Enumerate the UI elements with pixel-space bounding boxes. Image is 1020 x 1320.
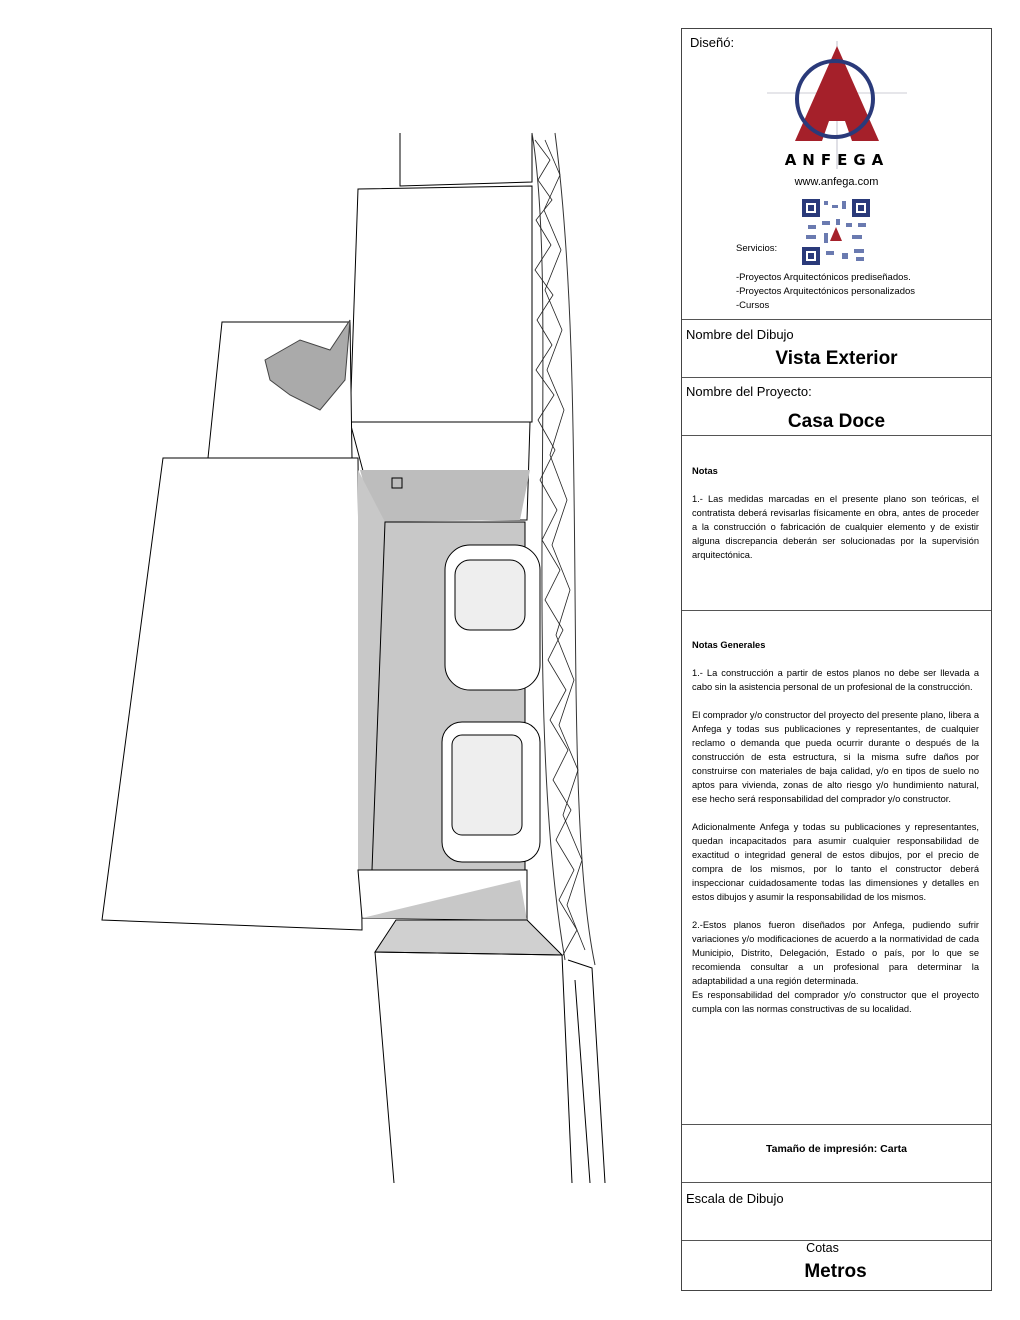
project-name-label: Nombre del Proyecto: (686, 384, 812, 399)
general-note-item: El comprador y/o constructor del proyecto del presente plano, libera a Anfega y todas sus publicaciones y representantes, de cualquier reclamo o demanda que pueda ocurrir durante o después de la construcción de esta estructura, si la misma sufre daños por construirse con materiales de baja calidad, y/o en tipos de suelo no aptos para vivienda, zonas de alto riesgo y/o hundimiento natural, ese hecho será responsabilidad del comprador y/o constructor. (692, 710, 979, 804)
print-size-section (682, 1125, 991, 1183)
general-note-item: 2.-Estos planos fueron diseñados por Anfega, pudiendo sufrir variaciones y/o modificaciones de acuerdo a la normatividad de cada Municipio, Distrito, Delegación, Estado o país, por lo que se recomienda consultar a un profesional para determinar la adaptabilidad a una región determinada. Es responsabilidad del comprador y/o constructor que el proyecto cumpla con las normas constructivas de su localidad. (692, 920, 979, 1014)
svg-text:ANFEGA: ANFEGA (784, 151, 890, 169)
title-block (681, 28, 992, 1291)
general-notes-section (682, 611, 991, 1125)
car-2 (442, 722, 540, 862)
services-list (736, 271, 915, 313)
drawing-name-section (682, 320, 991, 378)
qr-code-icon (802, 199, 870, 265)
scale-label: Escala de Dibujo (686, 1191, 784, 1206)
general-note-item: 1.- La construcción a partir de estos planos no debe ser llevada a cabo sin la asistencia personal de un profesional de la construcción. (692, 668, 979, 692)
units-value: Metros (804, 1261, 867, 1282)
notes-title: Notas (692, 466, 718, 476)
units-section (682, 1241, 991, 1290)
note-item: 1.- Las medidas marcadas en el presente plano son teóricas, el contratista deberá revisarlas físicamente en obra, antes de proceder a la construcción o fabricación de cualquier elemento y de existir alguna discrepancia deberán ser solucionadas por la supervisión arquitectónica. (692, 494, 979, 560)
service-item: -Proyectos Arquitectónicos personalizados (736, 286, 916, 297)
car-1 (445, 545, 540, 690)
drawing-name-label: Nombre del Dibujo (686, 327, 794, 342)
project-name-section (682, 378, 991, 436)
designed-label: Diseñó: (690, 35, 735, 50)
designer-section (682, 29, 991, 320)
project-name: Casa Doce (787, 411, 886, 432)
service-item: -Proyectos Arquitectónicos prediseñados. (736, 272, 911, 283)
services-label: Servicios: (736, 243, 778, 254)
scale-section (682, 1183, 991, 1241)
service-item: -Cursos (736, 300, 770, 311)
general-note-item: Adicionalmente Anfega y todas su publicaciones y representantes, quedan incapacitados para asumir cualquier responsabilidad de exactitud o integridad general de estos dibujos, por el precio de compra de los mismos, por lo tanto el constructor deberá inspeccionar cuidadosamente todas las dimensiones y detalles en estos dibujos y asumir la responsabilidad de los mismos. (692, 822, 979, 902)
notes-section (682, 436, 991, 611)
drawing-name: Vista Exterior (775, 348, 898, 369)
anfega-logo (767, 41, 907, 169)
website-link[interactable]: www.anfega.com (794, 176, 879, 188)
general-notes-title: Notas Generales (692, 640, 766, 650)
units-label: Cotas (806, 1241, 839, 1255)
print-size: Tamaño de impresión: Carta (765, 1143, 907, 1155)
